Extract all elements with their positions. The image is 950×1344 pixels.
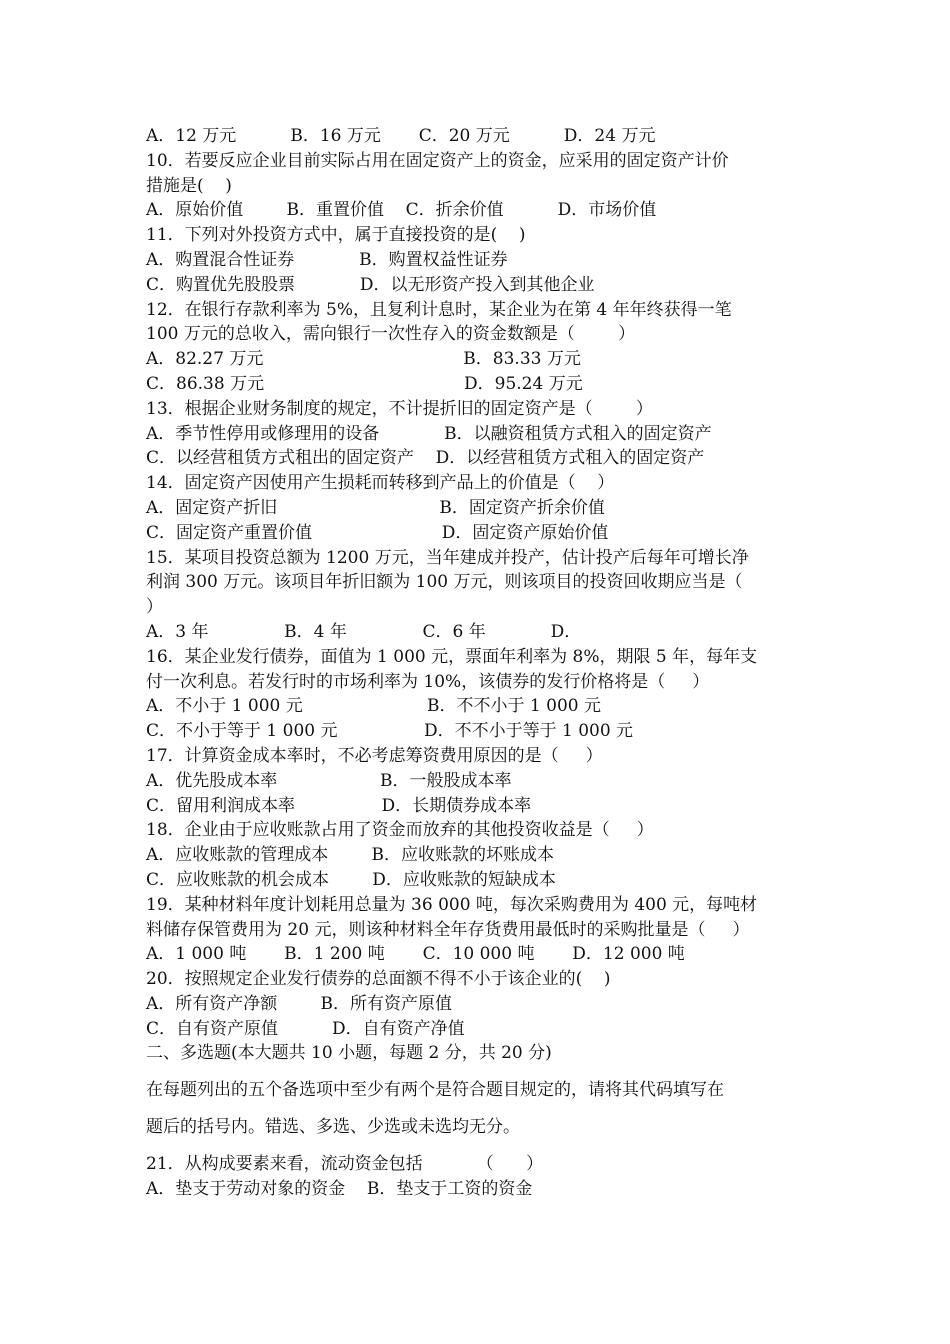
q19-stem-line2: 料储存保管费用为 20 元，则该种材料全年存货费用最低时的采购批量是（ ） (146, 919, 750, 940)
q9-options: A．12 万元 B．16 万元 C．20 万元 D．24 万元 (146, 126, 656, 146)
q14-options-cd: C．固定资产重置价值 D．固定资产原始价值 (146, 522, 609, 543)
q10-stem-line1: 10．若要反应企业目前实际占用在固定资产上的资金，应采用的固定资产计价 (146, 150, 729, 171)
section-instructions-line2: 题后的括号内。错选、多选、少选或未选均无分。 (146, 1117, 520, 1138)
spacer (146, 1140, 810, 1152)
q14-stem: 14．固定资产因使用产生损耗而转移到产品上的价值是（ ） (146, 473, 615, 494)
section-instructions-line1: 在每题列出的五个备选项中至少有两个是符合题目规定的，请将其代码填写在 (146, 1080, 724, 1101)
q20-stem: 20．按照规定企业发行债券的总面额不得不小于该企业的( ) (146, 969, 611, 990)
q21-options-ab: A．垫支于劳动对象的资金 B．垫支于工资的资金 (146, 1178, 533, 1199)
q20-options-ab: A．所有资产净额 B．所有资产原值 (146, 993, 452, 1014)
q16-stem-line2: 付一次利息。若发行时的市场利率为 10%，该债券的发行价格将是（ ） (146, 671, 710, 692)
q17-options-cd: C．留用利润成本率 D．长期债券成本率 (146, 795, 532, 816)
q13-stem: 13．根据企业财务制度的规定，不计提折旧的固定资产是（ ） (146, 398, 653, 419)
q12-options-ab: A．82.27 万元 B．83.33 万元 (146, 349, 581, 370)
q20-options-cd: C．自有资产原值 D．自有资产净值 (146, 1018, 465, 1039)
q11-options-cd: C．购置优先股股票 D．以无形资产投入到其他企业 (146, 274, 595, 295)
q18-stem: 18．企业由于应收账款占用了资金而放弃的其他投资收益是（ ） (146, 820, 654, 841)
q10-options: A．原始价值 B．重置价值 C．折余价值 D．市场价值 (146, 200, 657, 221)
q18-options-cd: C．应收账款的机会成本 D．应收账款的短缺成本 (146, 869, 556, 890)
q16-stem-line1: 16．某企业发行债券，面值为 1 000 元，票面年利率为 8%，期限 5 年，每年支 (146, 646, 758, 667)
q15-options: A．3 年 B．4 年 C．6 年 D． (146, 621, 582, 642)
q13-options-cd: C．以经营租赁方式租出的固定资产 D．以经营租赁方式租入的固定资产 (146, 448, 705, 469)
q10-stem-line2: 措施是( ) (146, 175, 232, 196)
q15-stem-line1: 15．某项目投资总额为 1200 万元，当年建成并投产，估计投产后每年可增长净 (146, 547, 749, 568)
q14-options-ab: A．固定资产折旧 B．固定资产折余价值 (146, 497, 605, 518)
q11-stem: 11．下列对外投资方式中，属于直接投资的是( ) (146, 225, 526, 246)
q15-stem-line3: ） (146, 597, 163, 618)
spacer (146, 1103, 810, 1115)
q21-stem: 21．从构成要素来看，流动资金包括 （ ） (146, 1153, 544, 1174)
q12-options-cd: C．86.38 万元 D．95.24 万元 (146, 373, 583, 394)
exam-page (146, 124, 810, 1201)
q12-stem-line2: 100 万元的总收入，需向银行一次性存入的资金数额是（ ） (146, 324, 636, 345)
spacer (146, 1066, 810, 1078)
q17-stem: 17．计算资金成本率时，不必考虑筹资费用原因的是（ ） (146, 745, 603, 766)
q19-options: A．1 000 吨 B．1 200 吨 C．10 000 吨 D．12 000 吨 (146, 944, 685, 965)
q15-stem-line2: 利润 300 万元。该项目年折旧额为 100 万元，则该项目的投资回收期应当是（ (146, 572, 743, 593)
q19-stem-line1: 19．某种材料年度计划耗用总量为 36 000 吨，每次采购费用为 400 元，每吨材 (146, 894, 758, 915)
q13-options-ab: A．季节性停用或修理用的设备 B．以融资租赁方式租入的固定资产 (146, 423, 712, 444)
section-heading-multiple-choice: 二、多选题(本大题共 10 小题，每题 2 分，共 20 分) (146, 1043, 552, 1064)
q16-options-cd: C．不小于等于 1 000 元 D．不不小于等于 1 000 元 (146, 721, 634, 742)
q16-options-ab: A．不小于 1 000 元 B．不不小于 1 000 元 (146, 696, 602, 717)
q11-options-ab: A．购置混合性证券 B．购置权益性证券 (146, 249, 508, 270)
q18-options-ab: A．应收账款的管理成本 B．应收账款的坏账成本 (146, 845, 554, 866)
q12-stem-line1: 12．在银行存款利率为 5%，且复利计息时，某企业为在第 4 年年终获得一笔 (146, 299, 732, 320)
q17-options-ab: A．优先股成本率 B．一般股成本率 (146, 770, 512, 791)
